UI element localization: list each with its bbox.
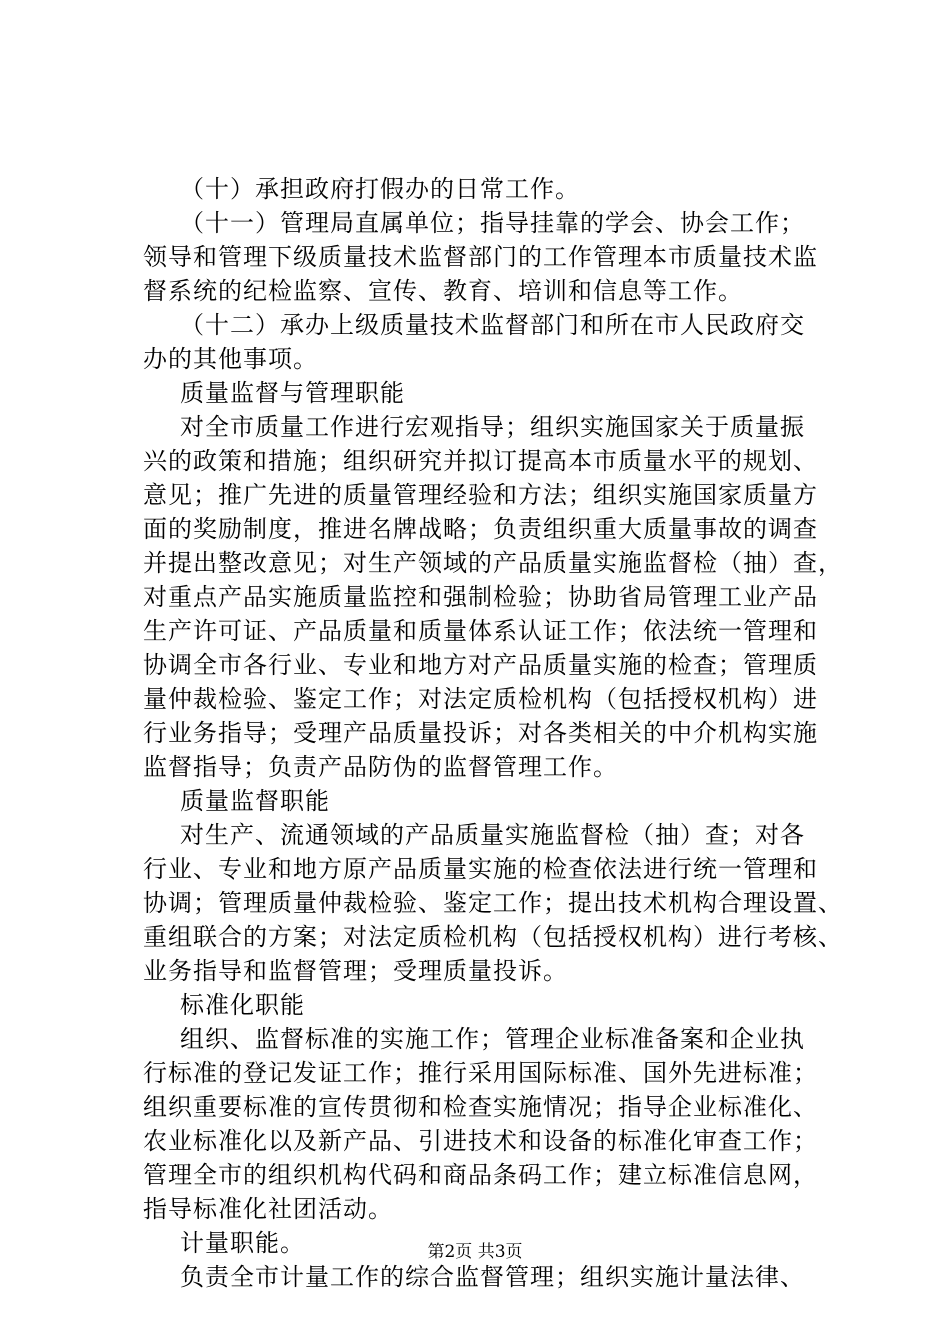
text-line: 协调全市各行业、专业和地方对产品质量实施的检查；管理质 xyxy=(143,651,818,679)
text-line: 组织重要标准的宣传贯彻和检查实施情况；指导企业标准化、 xyxy=(143,1093,818,1121)
text-line: 质量监督职能 xyxy=(180,787,330,815)
text-line: 对重点产品实施质量监控和强制检验；协助省局管理工业产品 xyxy=(143,583,818,611)
text-line: 面的奖励制度，推进名牌战略；负责组织重大质量事故的调查 xyxy=(143,515,818,543)
text-line: 农业标准化以及新产品、引进技术和设备的标准化审查工作； xyxy=(143,1127,818,1155)
text-line: 协调；管理质量仲裁检验、鉴定工作；提出技术机构合理设置、 xyxy=(143,889,843,917)
text-line: 业务指导和监督管理；受理质量投诉。 xyxy=(143,957,568,985)
text-line: 监督指导；负责产品防伪的监督管理工作。 xyxy=(143,753,618,781)
text-line: 指导标准化社团活动。 xyxy=(143,1195,393,1223)
text-line: 量仲裁检验、鉴定工作；对法定质检机构（包括授权机构）进 xyxy=(143,685,818,713)
page-footer: 第2页 共3页 xyxy=(427,1242,523,1262)
text-line: 负责全市计量工作的综合监督管理；组织实施计量法律、 xyxy=(180,1263,805,1291)
text-line: （十）承担政府打假办的日常工作。 xyxy=(180,175,580,203)
text-line: 领导和管理下级质量技术监督部门的工作管理本市质量技术监 xyxy=(143,243,818,271)
text-line: 管理全市的组织机构代码和商品条码工作；建立标准信息网， xyxy=(143,1161,818,1189)
text-line: 生产许可证、产品质量和质量体系认证工作；依法统一管理和 xyxy=(143,617,818,645)
text-line: 标准化职能 xyxy=(180,991,305,1019)
text-line: 对生产、流通领域的产品质量实施监督检（抽）查；对各 xyxy=(180,821,805,849)
text-line: 意见；推广先进的质量管理经验和方法；组织实施国家质量方 xyxy=(143,481,818,509)
text-line: 组织、监督标准的实施工作；管理企业标准备案和企业执 xyxy=(180,1025,805,1053)
text-line: 督系统的纪检监察、宣传、教育、培训和信息等工作。 xyxy=(143,277,743,305)
text-line: （十二）承办上级质量技术监督部门和所在市人民政府交 xyxy=(180,311,805,339)
text-line: 质量监督与管理职能 xyxy=(180,379,405,407)
text-line: 行业务指导；受理产品质量投诉；对各类相关的中介机构实施 xyxy=(143,719,818,747)
text-line: 并提出整改意见；对生产领域的产品质量实施监督检（抽）查， xyxy=(143,549,843,577)
text-line: 行标准的登记发证工作；推行采用国际标准、国外先进标准； xyxy=(143,1059,818,1087)
text-line: 办的其他事项。 xyxy=(143,345,318,373)
text-line: 兴的政策和措施；组织研究并拟订提高本市质量水平的规划、 xyxy=(143,447,818,475)
text-line: （十一）管理局直属单位；指导挂靠的学会、协会工作； xyxy=(180,209,805,237)
text-line: 计量职能。 xyxy=(180,1229,305,1257)
text-line: 行业、专业和地方原产品质量实施的检查依法进行统一管理和 xyxy=(143,855,818,883)
text-line: 重组联合的方案；对法定质检机构（包括授权机构）进行考核、 xyxy=(143,923,843,951)
text-line: 对全市质量工作进行宏观指导；组织实施国家关于质量振 xyxy=(180,413,805,441)
